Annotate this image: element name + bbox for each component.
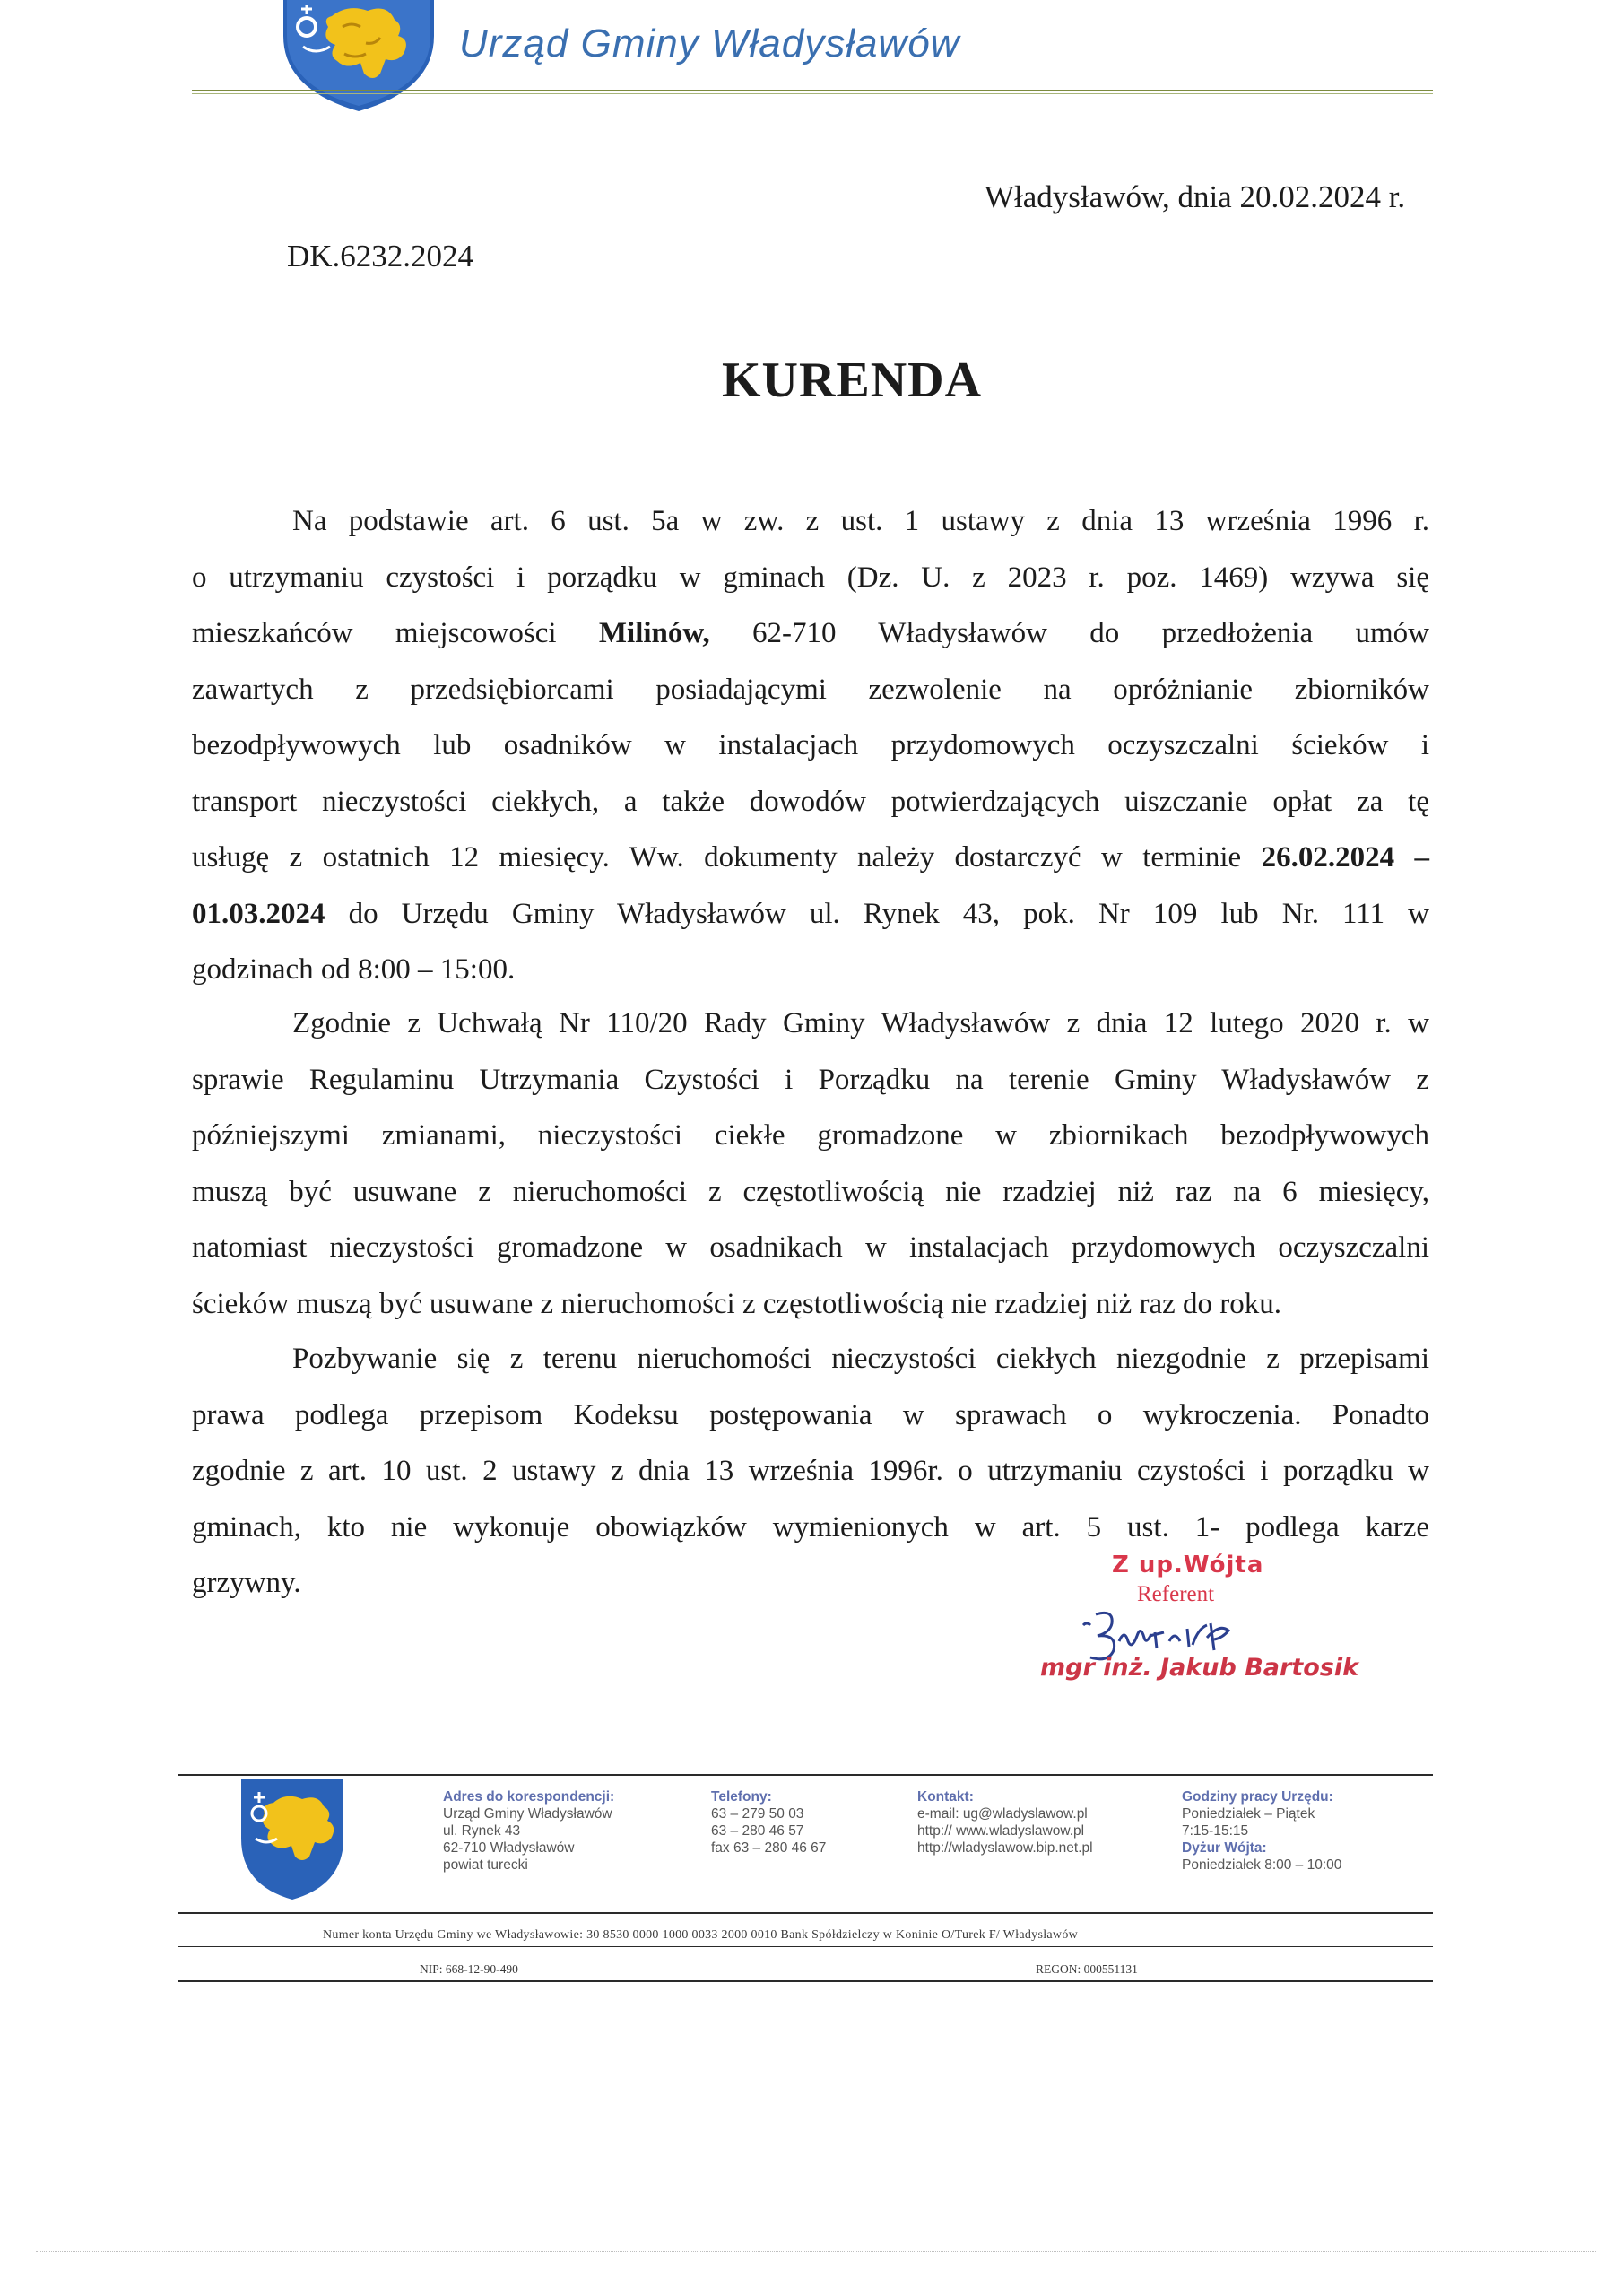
footer-line: Urząd Gminy Władysławów	[443, 1806, 612, 1822]
text-line	[192, 605, 1429, 662]
footer-line: 62-710 Władysławów	[443, 1840, 575, 1856]
deadline-end: 01.03.2024	[192, 897, 325, 930]
text-line: zawartych z przedsiębiorcami posiadającymi zezwolenie na opróżnianie zbiorników	[192, 673, 1429, 706]
header-divider-thin	[192, 93, 1433, 94]
text-line: późniejszymi zmianami, nieczystości ciekłe gromadzone w zbiornikach bezodpływowych	[192, 1119, 1429, 1152]
text-line: Zgodnie z Uchwałą Nr 110/20 Rady Gminy Władysławów z dnia 12 lutego 2020 r. w	[292, 1007, 1429, 1039]
footer-phones	[711, 1788, 826, 1857]
text-run: mieszkańców miejscowości	[192, 617, 599, 649]
text-line: muszą być usuwane z nieruchomości z częstotliwością nie rzadziej niż raz na 6 miesięcy,	[192, 1175, 1429, 1208]
reference-number: DK.6232.2024	[287, 239, 474, 274]
paragraph-2	[192, 996, 1429, 1332]
footer-website-link[interactable]: http:// www.wladyslawow.pl	[917, 1823, 1085, 1839]
footer-email-link[interactable]: e-mail: ug@wladyslawow.pl	[917, 1806, 1088, 1822]
municipal-coat-of-arms-icon	[280, 0, 438, 111]
signatory-name: mgr inż. Jakub Bartosik	[1040, 1654, 1359, 1682]
footer-hours-heading: Godziny pracy Urzędu:	[1182, 1789, 1333, 1805]
footer-coat-of-arms-icon	[238, 1776, 347, 1901]
header-divider	[192, 90, 1433, 91]
text-line: gminach, kto nie wykonuje obowiązków wymienionych w art. 5 ust. 1- podlega karze	[192, 1510, 1429, 1544]
footer-hours	[1182, 1788, 1341, 1874]
regon-number: REGON: 000551131	[1036, 1962, 1138, 1976]
footer-line: powiat turecki	[443, 1857, 528, 1873]
footer-bip-link[interactable]: http://wladyslawow.bip.net.pl	[917, 1840, 1093, 1856]
footer-divider-top	[178, 1774, 1433, 1776]
text-line: natomiast nieczystości gromadzone w osadnikach w instalacjach przydomowych oczyszczalni	[192, 1231, 1429, 1264]
text-line: Na podstawie art. 6 ust. 5a w zw. z ust. 1 ustawy z dnia 13 września 1996 r.	[292, 505, 1429, 537]
footer-address	[443, 1788, 614, 1874]
text-run: 62-710 Władysławów do przedłożenia umów	[709, 617, 1429, 649]
footer-duty-heading: Dyżur Wójta:	[1182, 1840, 1267, 1856]
text-line	[192, 886, 1429, 943]
text-run: usługę z ostatnich 12 miesięcy. Ww. dokumenty należy dostarczyć w terminie	[192, 841, 1262, 874]
footer-address-heading: Adres do korespondencji:	[443, 1789, 615, 1805]
footer-line: ul. Rynek 43	[443, 1823, 521, 1839]
stamp-authority: Z up.Wójta	[1112, 1552, 1264, 1578]
text-line: bezodpływowych lub osadników w instalacjach przydomowych oczyszczalni ścieków i	[192, 729, 1429, 761]
text-line: grzywny.	[192, 1567, 301, 1599]
text-line: Pozbywanie się z terenu nieruchomości nieczystości ciekłych niezgodnie z przepisami	[292, 1343, 1429, 1375]
footer-divider-mid	[178, 1912, 1433, 1914]
footer-divider-bottom	[178, 1980, 1433, 1982]
office-name-header: Urząd Gminy Władysławów	[459, 22, 960, 65]
document-title: KURENDA	[721, 352, 983, 408]
text-line: sprawie Regulaminu Utrzymania Czystości i Porządku na terenie Gminy Władysławów z	[192, 1063, 1429, 1096]
text-line: prawa podlega przepisom Kodeksu postępowania w sprawach o wykroczenia. Ponadto	[192, 1398, 1429, 1431]
footer-divider-bank	[178, 1946, 1433, 1947]
paragraph-1	[192, 493, 1429, 998]
footer-line: 63 – 280 46 57	[711, 1823, 804, 1839]
text-run: do Urzędu Gminy Władysławów ul. Rynek 43, pok. Nr 109 lub Nr. 111 w	[325, 897, 1429, 930]
bank-account-line: Numer konta Urzędu Gminy we Władysławowie: 30 8530 0000 1000 0033 2000 0010 Bank Spółdzielczy w Koninie O/Turek F/ Władysławów	[323, 1928, 1079, 1942]
text-line: transport nieczystości ciekłych, a także dowodów potwierdzających uiszczanie opłat za tę	[192, 785, 1429, 818]
village-name: Milinów,	[598, 617, 710, 649]
footer-contact-heading: Kontakt:	[917, 1789, 974, 1805]
deadline-start: 26.02.2024 –	[1261, 841, 1429, 874]
place-and-date: Władysławów, dnia 20.02.2024 r.	[985, 179, 1406, 214]
text-line: zgodnie z art. 10 ust. 2 ustawy z dnia 13 września 1996r. o utrzymaniu czystości i porządku w	[192, 1455, 1429, 1487]
footer-contact	[917, 1788, 1093, 1857]
scan-edge-line	[36, 2251, 1596, 2252]
text-line: godzinach od 8:00 – 15:00.	[192, 953, 516, 986]
footer-line: fax 63 – 280 46 67	[711, 1840, 827, 1856]
footer-line: 7:15-15:15	[1182, 1823, 1249, 1839]
text-line: o utrzymaniu czystości i porządku w gminach (Dz. U. z 2023 r. poz. 1469) wzywa się	[192, 561, 1429, 594]
stamp-position: Referent	[1137, 1582, 1215, 1606]
nip-number: NIP: 668-12-90-490	[420, 1962, 518, 1976]
text-line	[192, 830, 1429, 886]
footer-line: 63 – 279 50 03	[711, 1806, 804, 1822]
footer-line: Poniedziałek 8:00 – 10:00	[1182, 1857, 1342, 1873]
text-line: ścieków muszą być usuwane z nieruchomości z częstotliwością nie rzadziej niż raz do roku.	[192, 1287, 1282, 1320]
footer-line: Poniedziałek – Piątek	[1182, 1806, 1315, 1822]
footer-phones-heading: Telefony:	[711, 1789, 772, 1805]
